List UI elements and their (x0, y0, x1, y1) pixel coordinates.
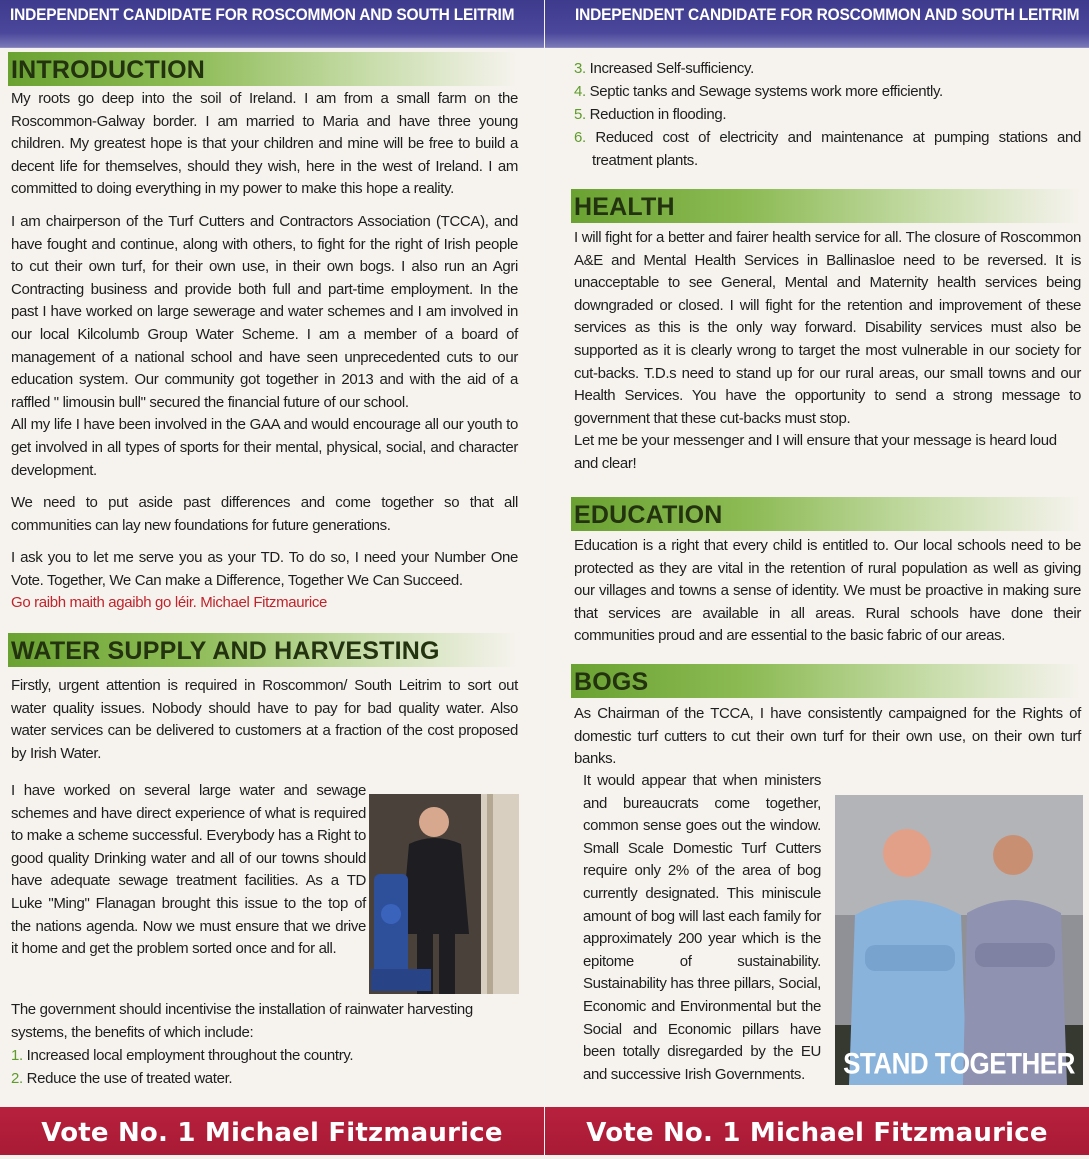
benefits-list-part-2-box (574, 57, 1081, 172)
water-paragraph-2: I have worked on several large water and sewage schemes and have direct experience of what is required to make a scheme successful. Everybody has a Right to good quality Drinking water and all of our towns should have adequate sewage treatment facilities. As a TD Luke "Ming" Flanagan brought this issue to the top of the nations agenda. Now we must ensure that we drive it home and get the problem sorted once and for all. (11, 782, 366, 958)
benefits-list-part-1 (11, 1044, 518, 1090)
water-paragraph-2-box (11, 780, 366, 961)
education-paragraph: Education is a right that every child is entitled to. Our local schools need to be protected as they are vital in the retention of rural population as well as giving our villages and towns a sense of identity. We must be proactive in making sure that services are available in all areas. Rural schools have done their communities proud and are essential to the basic fabric of our areas. (574, 537, 1081, 645)
health-paragraph-1: I will fight for a better and fairer health service for all. The closure of Roscommon A&E and Mental Health Services in Ballinasloe need to be reversed. It is unacceptable to see General, Mental and Maternity health services being downgraded or closed. I will fight for the retention and improvement of these services as this is the only way forward. Disability services must also be supported as it is clearly wrong to target the most vulnerable in our society for cut-backs. T.D.s need to stand up for our rural areas, our small towns and our Health Services. You have the opportunity to send a strong message to government that these cut-backs must stop. (574, 229, 1081, 427)
signoff-text: Go raibh maith agaibh go léir. Michael Fitzmaurice (11, 594, 327, 612)
stand-together-photo (835, 795, 1083, 1085)
water-paragraph-1: Firstly, urgent attention is required in Roscommon/ South Leitrim to sort out water quality issues. Nobody should have to pay for bad quality water. Also water services can be delivered to customers at a fraction of the cost proposed by Irish Water. (11, 677, 518, 762)
bogs-paragraph-2-box (583, 770, 821, 1086)
water-heading: WATER SUPPLY AND HARVESTING (8, 633, 518, 667)
footer-band-left: Vote No. 1 Michael Fitzmaurice (0, 1107, 544, 1155)
candidate-pump-illustration (369, 794, 519, 994)
bogs-paragraph-2: It would appear that when ministers and bureaucrats come together, common sense goes out the window. Small Scale Domestic Turf Cutters require only 2% of the area of bog currently designated. This miniscule amount of bog will last each family for approximately 200 year which is the epitome of sustainability. Sustainability has three pillars, Social, Economic and Environmental but the Social and Economic pillars have been totally disregarded by the EU and successive Irish Governments. (583, 772, 821, 1083)
footer-band-right: Vote No. 1 Michael Fitzmaurice (545, 1107, 1089, 1155)
education-section (574, 497, 1081, 648)
bogs-heading: BOGS (571, 664, 1081, 698)
water-paragraph-3: The government should incentivise the installation of rainwater harvesting systems, the benefits of which include: (11, 1001, 473, 1041)
list-item: 3. Increased Self-sufficiency. (574, 60, 754, 77)
list-item: 6. Reduced cost of electricity and maintenance at pumping stations and treatment plants. (574, 129, 1081, 169)
list-item: 4. Septic tanks and Sewage systems work more efficiently. (574, 83, 943, 100)
header-band-right: INDEPENDENT CANDIDATE FOR ROSCOMMON AND SOUTH LEITRIM (545, 0, 1089, 48)
bogs-paragraph-1: As Chairman of the TCCA, I have consistently campaigned for the Rights of domestic turf cutters to cut their own turf for their own use, on their own turf banks. (574, 705, 1081, 768)
candidate-pump-photo (369, 794, 519, 994)
list-item: 2. Reduce the use of treated water. (11, 1070, 233, 1088)
health-section (574, 189, 1081, 476)
list-item: 5. Reduction in flooding. (574, 106, 727, 123)
intro-paragraph-5: I ask you to let me serve you as your TD. To do so, I need your Number One Vote. Together, We Can make a Difference, Together We Can Succeed. (11, 549, 518, 589)
water-section (11, 633, 518, 765)
right-panel (545, 0, 1089, 1155)
bogs-section (574, 664, 1081, 771)
health-paragraph-2: Let me be your messenger and I will ensure that your message is heard loud and clear! (574, 432, 1057, 472)
list-item: 1. Increased local employment throughout the country. (11, 1047, 354, 1065)
stand-together-caption: STAND TOGETHER (843, 1045, 1075, 1081)
intro-paragraph-4: We need to put aside past differences and come together so that all communities can lay new foundations for future generations. (11, 494, 518, 534)
health-heading: HEALTH (571, 189, 1081, 223)
header-band-left: INDEPENDENT CANDIDATE FOR ROSCOMMON AND SOUTH LEITRIM (0, 0, 544, 48)
introduction-section (11, 52, 518, 615)
left-panel (0, 0, 544, 1155)
intro-paragraph-3: All my life I have been involved in the GAA and would encourage all our youth to get involved in all types of sports for their mental, physical, social, and character development. (11, 416, 518, 479)
introduction-heading: INTRODUCTION (8, 52, 518, 86)
benefits-list-part-2 (574, 57, 1081, 172)
water-paragraph-3-box (11, 999, 518, 1090)
education-heading: EDUCATION (571, 497, 1081, 531)
two-men-illustration (835, 795, 1083, 1085)
intro-paragraph-1: My roots go deep into the soil of Ireland. I am from a small farm on the Roscommon-Galway border. I am married to Maria and have three young children. My greatest hope is that your children and mine will be free to build a decent life for themselves, should they wish, here in the west of Ireland. I am committed to doing everything in my power to make this hope a reality. (11, 90, 518, 198)
intro-paragraph-2: I am chairperson of the Turf Cutters and Contractors Association (TCCA), and have fought and continue, along with others, to fight for the right of Irish people to cut their own turf, for their own use, in their own bogs. I also run an Agri Contracting business and provide both full and part-time employment. In the past I have worked on large sewerage and water schemes and I am involved in our local Kilcolumb Group Water Scheme. I am a member of a board of management of a national school and have seen unprecedented cuts to our education system. Our community got together in 2013 and with the aid of a raffled " limousin bull" secured the financial future of our school. (11, 212, 518, 411)
